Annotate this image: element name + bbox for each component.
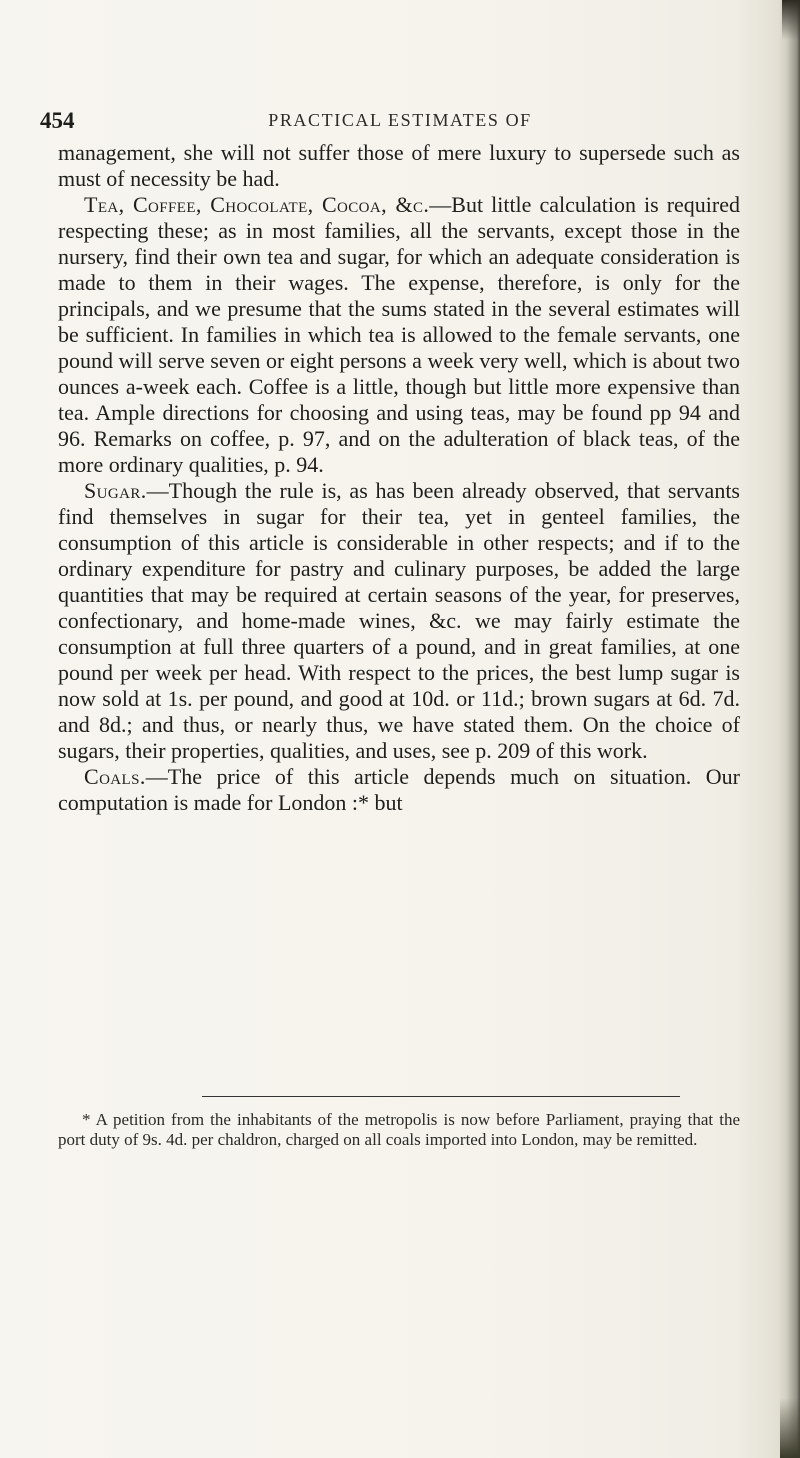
- section-heading-sugar: Sugar.: [84, 478, 147, 503]
- page-edge-shadow: [778, 0, 800, 1458]
- paragraph-sugar-text: —Though the rule is, as has been already observed, that servants find themselves in sugar for their tea, yet in genteel families, the consumption of this article is considerable in other respects; and if to the ordinary expenditure for pastry and culinary purposes, be added the large quantities that may be required at certain seasons of the year, for preserves, confectionary, and home-made wines, &c. we may fairly estimate the consumption at full three quarters of a pound, and in great families, at one pound per week per head. With respect to the prices, the best lump sugar is now sold at 1s. per pound, and good at 10d. or 11d.; brown sugars at 6d. 7d. and 8d.; and thus, or nearly thus, we have stated them. On the choice of sugars, their properties, qualities, and uses, see p. 209 of this work.: [58, 478, 740, 763]
- paragraph-tea-coffee-text: —But little calculation is required respecting these; as in most families, all the servants, except those in the nursery, find their own tea and sugar, for which an adequate consideration is made to them in their wages. The expense, therefore, is only for the principals, and we presume that the sums stated in the several estimates will be sufficient. In families in which tea is allowed to the female servants, one pound will serve seven or eight persons a week very well, which is about two ounces a-week each. Coffee is a little, though but little more expensive than tea. Ample directions for choosing and using teas, may be found pp 94 and 96. Remarks on coffee, p. 97, and on the adulteration of black teas, of the more ordinary qualities, p. 94.: [58, 192, 740, 477]
- paragraph-coals: [58, 764, 740, 816]
- page-number: 454: [40, 108, 75, 133]
- section-heading-tea-coffee: Tea, Coffee, Chocolate, Cocoa, &c.: [84, 192, 430, 217]
- running-title: PRACTICAL ESTIMATES OF: [268, 110, 532, 130]
- paragraph-coals-text: —The price of this article depends much on situation. Our computation is made for London :* but: [58, 764, 740, 815]
- page-edge-top-shadow: [782, 0, 800, 40]
- paragraph-management: management, she will not suffer those of mere luxury to supersede such as must of necessity be had.: [58, 140, 740, 191]
- section-heading-coals: Coals.: [84, 764, 146, 789]
- page-edge-bottom-shadow: [780, 1398, 800, 1458]
- page-header: [40, 108, 760, 138]
- footnote-rule: [202, 1096, 680, 1097]
- footnote: [58, 1110, 740, 1150]
- paragraph-sugar: [58, 478, 740, 764]
- body-text: [58, 140, 740, 816]
- paragraph-tea-coffee: [58, 192, 740, 478]
- footnote-text: * A petition from the inhabitants of the metropolis is now before Parliament, praying that the port duty of 9s. 4d. per chaldron, charged on all coals imported into London, may be remitted.: [58, 1110, 740, 1149]
